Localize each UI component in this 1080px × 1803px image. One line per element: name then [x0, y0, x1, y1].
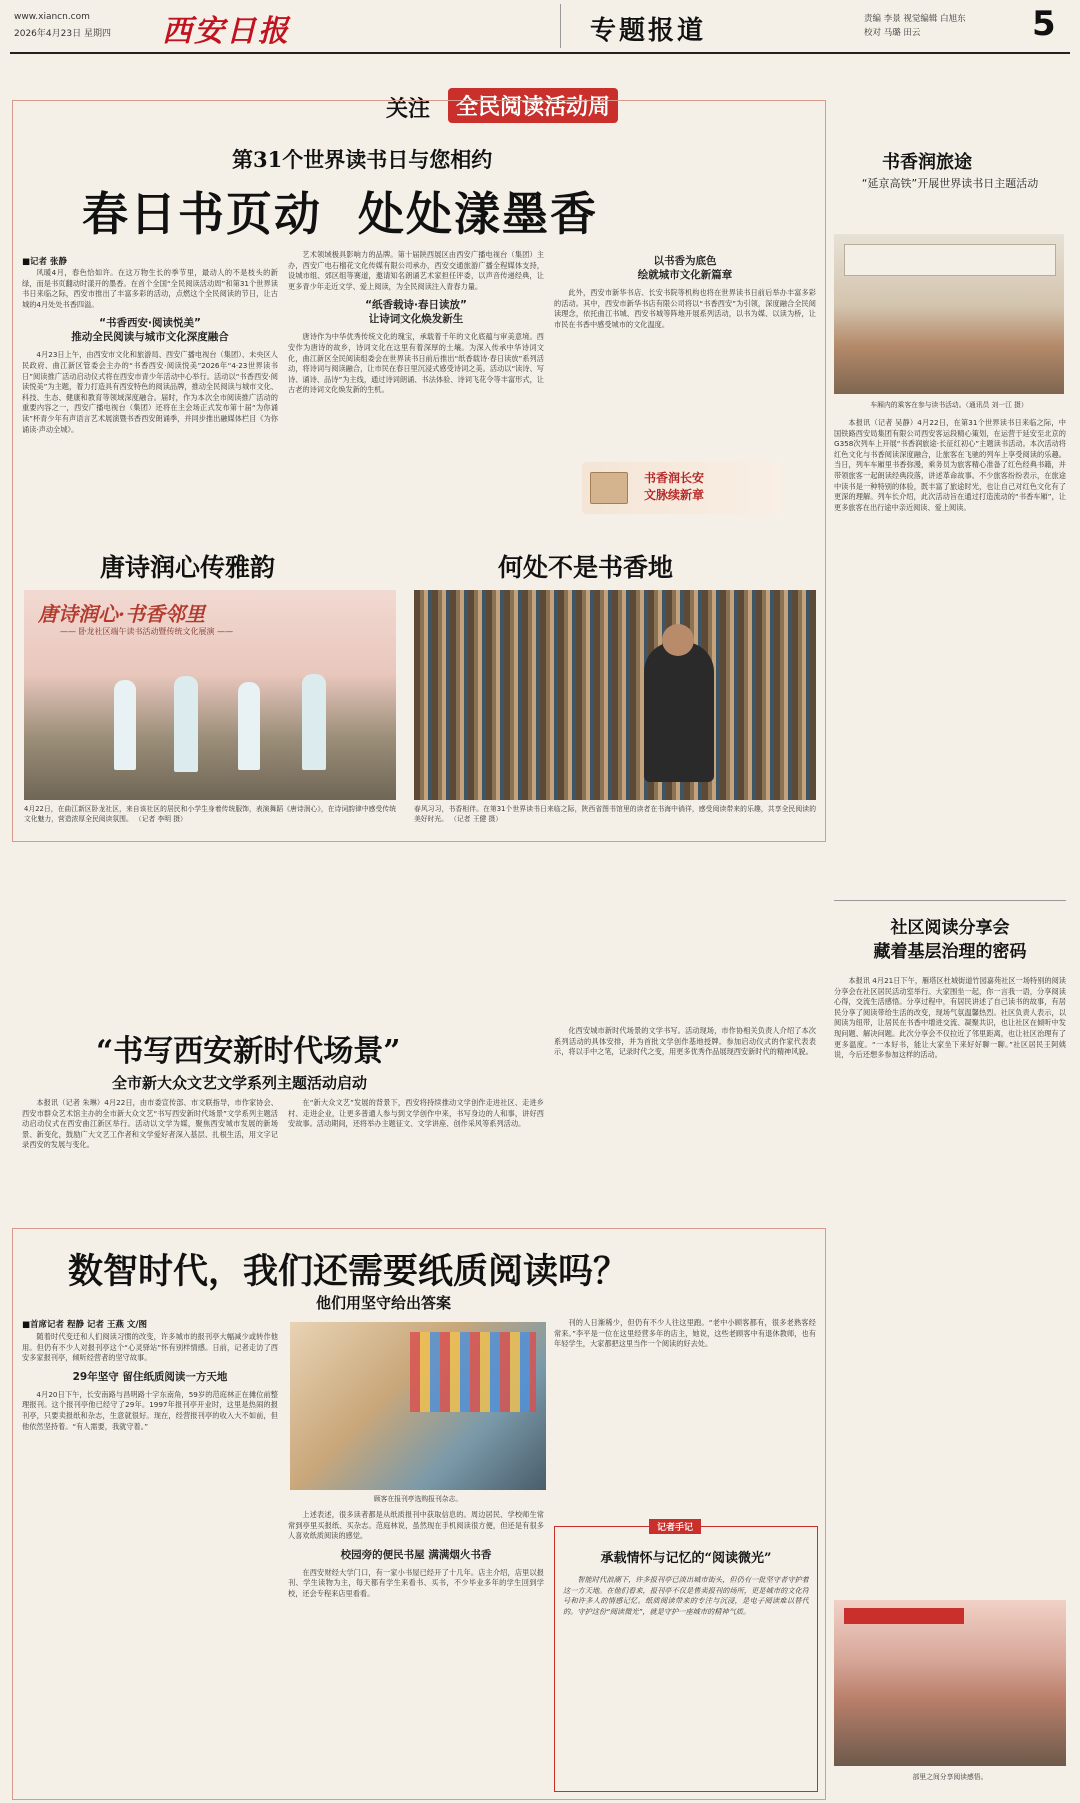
photo-left-banner-text: 唐诗润心·书香邻里: [38, 602, 205, 626]
book-icon: [590, 472, 628, 504]
reporter-notes-label: 记者手记: [649, 1519, 701, 1534]
magazine-rack: [410, 1332, 536, 1412]
feature-col-3: 刊的人日渐稀少，但仍有不少人往这里跑。“老中小顾客都有，很多老熟客经常来。”李平是一位在这里经营多年的店主，她说，这些老顾客中有退休教师，也有年轻学生，大家都把这里当作一个阅读的好去处。: [554, 1318, 816, 1349]
lead-kicker: 第31个世界读书日与您相约: [232, 147, 493, 172]
feature-col1-text-b: 4月20日下午，长安南路与昌明路十字东南角，59岁的范庭林正在摊位前整理报刊。这个报刊亭他已经守了29年。1997年报刊亭开业时，这里是热闹的报刊亭，只要卖报纸和杂志，生意就很好。现在，经营报刊亭的收入大不如前，但他依然坚持着。“有人需要，我就守着。”: [22, 1389, 278, 1431]
sidebar-bottom-caption: 部里之间分享阅读感悟。: [912, 1773, 988, 1781]
photo-right-title: 何处不是书香地: [498, 553, 674, 582]
feature-subhead: 他们用坚守给出答案: [316, 1294, 452, 1312]
dancer-figure: [114, 680, 136, 770]
train-window: [844, 244, 1056, 276]
page-number: 5: [1032, 4, 1056, 44]
sidebar-top-photo: [834, 234, 1064, 394]
culture-subhead: 全市新大众文艺文学系列主题活动启动: [112, 1074, 368, 1092]
editors-line-2: 校对 马璐 田云: [864, 28, 921, 38]
photo-left-caption: 4月22日，在曲江新区卧龙社区，来自该社区的居民和小学生身着传统服饰，表演舞蹈《唐诗润心》，在诗词韵律中感受传统文化魅力，营造浓厚全民阅读氛围。 （记者 李明 摄）: [24, 805, 396, 823]
sidebar-top-title: 书香润旅途: [882, 152, 972, 173]
culture-col-1: 本报讯（记者 朱琳）4月22日，由市委宣传部、市文联指导，市作家协会、西安市群众艺术馆主办的全市新大众文艺“书写西安新时代场景”文学系列主题活动启动仪式在西安曲江新区举行。活动以文学为媒，聚焦西安城市发展的新场景、新变化，鼓励广大文艺工作者和文学爱好者深入基层、扎根生活，用文字记录西安的发展与变化。: [22, 1098, 278, 1150]
dancer-figure: [174, 676, 198, 772]
reporter-notes-title: 承载情怀与记忆的“阅读微光”: [600, 1551, 772, 1566]
paper-name-logo: 西安日报: [162, 14, 290, 49]
lead-col2-text-b: 唐诗作为中华优秀传统文化的瑰宝，承载着千年的文化底蕴与审美意境。西安作为唐诗的故乡，诗词文化在这里有着深厚的土壤。为深入传承中华诗词文化，曲江新区全民阅读组委会在世界读书日前后推出“纸香载诗·春日读放”系列活动，将诗词与阅读融合，让市民在春日里沉浸式感受诗词之美。活动以“读诗、写诗、诵诗、品诗”为主线，通过诗词朗诵、书法体验、诗词飞花令等丰富形式，让古老的诗词文化焕发新的生机。: [288, 332, 544, 395]
lead-col1-subhead: “书香西安·阅读悦美” 推动全民阅读与城市文化深度融合: [71, 317, 229, 344]
sidebar-bottom-photo: [834, 1600, 1066, 1766]
feature-photo: [290, 1322, 546, 1490]
feature-photo-caption: 顾客在报刊亭选购报刊杂志。: [373, 1495, 463, 1503]
masthead-rule: [10, 52, 1070, 54]
feature-col-1: [22, 1332, 278, 1792]
editors-line-1: 责编 李景 视觉编辑 白旭东: [864, 14, 966, 24]
culture-headline: “书写西安新时代场景”: [96, 1034, 401, 1069]
reader-head: [662, 624, 694, 656]
sidebar-top-subtitle: “延京高铁”开展世界读书日主题活动: [861, 177, 1039, 190]
feature-col2-text: 上述表述，很多读者都是从纸质报刊中获取信息的。周边居民、学校师生常常到亭里买报纸、买杂志。范庭林说，虽然现在手机阅读很方便，但还是有很多人喜欢纸质阅读的感觉。: [288, 1510, 544, 1541]
lead-col1-text-b: 4月23日上午，由西安市文化和旅游局、西安广播电视台（集团）、未央区人民政府、曲江新区管委会主办的“书香西安·阅读悦美”2026年“4·23世界读书日”阅读推广活动启动仪式将在西安市青少年活动中心举行。活动以“书香西安·阅读悦美”为主题，着力打造具有西安特色的阅读品牌，推动全民阅读与城市文化、科技、生态、健康和教育等领域深度融合。届时，作为本次全市阅读推广活动的重要内容之一，西安广播电视台（集团）还将在主会场正式发布第十届“为你诵读”杯青少年有声语言艺术展演暨书香西安朗诵季，并同步推出融媒体栏目《为你诵读·声动全城》。: [22, 350, 278, 434]
issue-date: 2026年4月23日 星期四: [14, 29, 111, 39]
feature-col1-subhead: 29年坚守 留住纸质阅读一方天地: [72, 1370, 228, 1383]
lead-col2-subhead: “纸香载诗·春日读放” 让诗词文化焕发新生: [365, 299, 467, 326]
lead-col3-text: 此外，西安市新华书店、长安书院等机构也将在世界读书日前后举办丰富多彩的活动。其中，西安市新华书店有限公司将以“书香西安”为引领，深度融合全民阅读理念，依托曲江书城、西安书城等阵地开展系列活动，以书为媒、以读为桥，让市民在书香中感受城市的文化温度。: [554, 288, 816, 329]
lead-col1-text: 风暖4月，春色恰如许。在这万物生长的季节里，最动人的不是枝头的新绿，而是书页翻动时漾开的墨香。在首个全国“全民阅读活动周”和第31个世界读书日来临之际，西安市推出了丰富多彩的活动，点燃这个全民阅读的节日，让古城的4月处处书香四溢。: [22, 268, 278, 309]
sidebar-mid-body: 本报讯 4月21日下午，雁塔区杜城街道竹园嘉苑社区一场特别的阅读分享会在社区居民活动室举行。大家围坐一起，你一言我一语，分享阅读心得，交流生活感悟。分享过程中，有居民讲述了自己读书的故事，有居民分享了阅读带给生活的改变，现场气氛温馨热烈。社区负责人表示，以阅读为纽带，让居民在书香中增进交流、凝聚共识，也让社区在倾听中发现问题、解决问题。此次分享会不仅拉近了邻里距离，也让社区治理有了更多温度。“一本好书，能让大家坐下来好好聊一聊。”社区居民王阿姨说，今后还想多参加这样的活动。: [834, 976, 1066, 1060]
focus-prefix: 关注: [386, 97, 431, 122]
lead-col-2: [288, 250, 544, 518]
feature-headline: 数智时代，我们还需要纸质阅读吗？: [68, 1251, 629, 1292]
culture-col-2: 在“新大众文艺”发展的背景下，西安将持续推动文学创作走进社区、走进乡村、走进企业，让更多普通人参与到文学创作中来，书写身边的人和事，讲好西安故事。活动期间，还将举办主题征文、文学讲座、创作采风等系列活动。: [288, 1098, 544, 1129]
sidebar-divider: [834, 900, 1066, 901]
lead-col-1: [22, 268, 278, 508]
lead-col3-subhead: 以书香为底色 绘就城市文化新篇章: [637, 255, 733, 281]
promo-graphic: [582, 462, 782, 514]
culture-col-3: 化西安城市新时代场景的文学书写。活动现场，市作协相关负责人介绍了本次系列活动的具体安排，并为首批文学创作基地授牌。参加启动仪式的作家代表表示，将以手中之笔，记录时代之变，用更多优秀作品展现西安新时代的精神风貌。: [554, 1026, 816, 1057]
reporter-notes-body: 智能时代浪潮下，许多报刊亭已淡出城市街头，但仍有一批坚守者守护着这一方天地。在他们看来，报刊亭不仅是售卖报刊的场所，更是城市的文化符号和许多人的情感记忆。纸质阅读带来的专注与沉浸，是电子阅读难以替代的。守护这份“阅读微光”，就是守护一座城市的精神气质。: [563, 1575, 809, 1616]
reader-figure: [644, 642, 714, 782]
banner-red: [844, 1608, 964, 1624]
photo-left: [24, 590, 396, 800]
sidebar-top-body: 本报讯（记者 吴静）4月22日，在第31个世界读书日来临之际，中国铁路西安局集团有限公司西安客运段精心策划，在运营于延安至北京的G358次列车上开展“书香润旅途·长征红初心”主题读书活动。本次活动将红色文化与书香阅读深度融合，让旅客在飞驰的列车上享受阅读的乐趣。当日，列车车厢里书香弥漫，乘务员为旅客精心准备了红色经典书籍，并带领旅客一起朗读经典段落，讲述革命故事。不少旅客纷纷表示，在旅途中读书是一种特别的体验，既丰富了旅途时光，也让自己对红色文化有了更深的理解。列车长介绍，此次活动旨在通过打造流动的“书香车厢”，让更多旅客在出行途中亲近阅读、爱上阅读。: [834, 418, 1066, 512]
feature-col2-text-b: 在西安财经大学门口，有一家小书屋已经开了十几年。店主介绍，店里以报刊、学生读物为主，每天都有学生来看书、买书，不少毕业多年的学生回到学校，还会专程来店里看看。: [288, 1567, 544, 1598]
promo-text: 书香润长安 文脉续新章: [644, 471, 705, 502]
photo-right: [414, 590, 816, 800]
site-url: www.xiancn.com: [14, 12, 90, 22]
section-title: 专题报道: [590, 16, 707, 46]
sidebar-top-caption: 车厢内的乘客在参与读书活动。（通讯员 刘一江 摄）: [870, 401, 1028, 409]
lead-col-3: [554, 250, 816, 450]
dancer-figure: [238, 682, 260, 770]
feature-col1-text: 随着时代变迁和人们阅读习惯的改变，许多城市的报刊亭大幅减少或转作他用。但仍有不少人对报刊亭这个“心灵驿站”怀有别样情感。日前，记者走访了西安多家报刊亭，倾听经营者的坚守故事。: [22, 1332, 278, 1363]
feature-col-2: [288, 1510, 544, 1792]
photo-left-title: 唐诗润心传雅韵: [100, 553, 276, 582]
focus-highlight: 全民阅读活动周: [448, 88, 618, 123]
photo-right-caption: 春风习习，书香相伴。在第31个世界读书日来临之际，陕西省图书馆里的读者在书海中徜徉，感受阅读带来的乐趣，共享全民阅读的美好时光。 （记者 王健 摄）: [414, 805, 816, 823]
masthead: [0, 0, 1080, 58]
lead-byline: ■记者 张静: [22, 257, 67, 267]
lead-col2-text: 艺术领域极具影响力的品牌。第十届陕西展区由西安广播电视台（集团）主办，西安广电石榴花文化传媒有限公司承办，西安交通旅游广播全程媒体支持，设城市组、郊区组等赛道，邀请知名朗诵艺术家担任评委，以声音传递经典，让更多青少年走近文学、爱上阅读，为全民阅读注入青春力量。: [288, 250, 544, 291]
feature-col2-subhead: 校园旁的便民书屋 满满烟火书香: [340, 1548, 492, 1561]
feature-byline: ■首席记者 程静 记者 王燕 文/图: [22, 1320, 147, 1330]
lead-headline: 春日书页动 处处漾墨香: [82, 187, 599, 241]
dancer-figure: [302, 674, 326, 770]
sidebar-mid-title: 社区阅读分享会 藏着基层治理的密码: [873, 918, 1027, 962]
reporter-notes-box: [554, 1523, 818, 1792]
photo-left-banner-sub: —— 卧龙社区端午读书活动暨传统文化展演 ——: [60, 627, 234, 636]
